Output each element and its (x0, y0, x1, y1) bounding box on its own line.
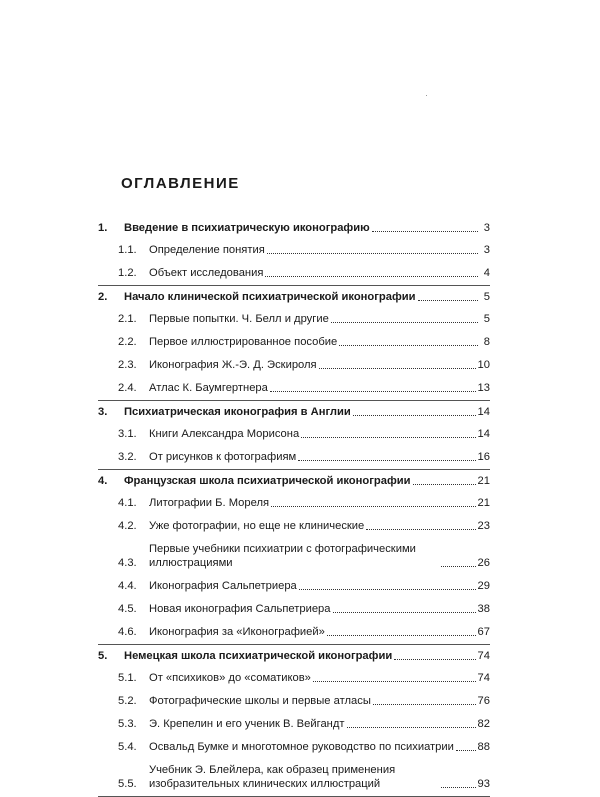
entry-title: Литографии Б. Мореля (149, 497, 270, 509)
page-number: 67 (477, 626, 490, 638)
dot-leader (441, 566, 476, 567)
entry-number: 4.3. (118, 557, 137, 569)
entry-title: Французская школа психиатрической иконографии (124, 475, 411, 487)
dot-leader (327, 635, 476, 636)
entry-number: 1. (98, 222, 108, 234)
page-number: 88 (477, 741, 490, 753)
page-number: 3 (483, 222, 490, 234)
page-number: 74 (477, 650, 490, 662)
toc-chapter[interactable] (98, 286, 490, 308)
entry-number: 2.1. (118, 313, 137, 325)
entry-number: 2.2. (118, 336, 137, 348)
entry-title: Немецкая школа психиатрической иконографии (124, 650, 393, 662)
entry-title: Иконография за «Иконографией» (149, 626, 325, 638)
entry-title: Уже фотографии, но еще не клинические (149, 520, 365, 532)
page-number: 29 (477, 580, 490, 592)
entry-title: Освальд Бумке и многотомное руководство по психиатрии (149, 741, 454, 753)
entry-number: 2.3. (118, 359, 137, 371)
toc-subsection[interactable] (98, 492, 490, 515)
toc-subsection[interactable] (98, 354, 490, 377)
toc-subsection[interactable] (98, 736, 490, 759)
dot-leader (413, 484, 476, 485)
page-number: 26 (477, 557, 490, 569)
page-number: 74 (477, 672, 490, 684)
page-number: 23 (477, 520, 490, 532)
entry-number: 2.4. (118, 382, 137, 394)
entry-number: 4.1. (118, 497, 137, 509)
page-number: 82 (477, 718, 490, 730)
entry-title: Иконография Ж.-Э. Д. Эскироля (149, 359, 317, 371)
toc-section (98, 401, 490, 470)
entry-number: 4. (98, 475, 108, 487)
toc-subsection[interactable] (98, 538, 490, 575)
entry-title: Объект исследования (149, 267, 264, 279)
toc-section (98, 470, 490, 645)
dot-leader (339, 345, 478, 346)
entry-number: 4.5. (118, 603, 137, 615)
entry-title: Начало клинической психиатрической иконографии (124, 291, 416, 303)
scan-speck (426, 95, 427, 96)
entry-number: 1.2. (118, 267, 137, 279)
toc-subsection[interactable] (98, 759, 490, 796)
entry-number: 4.4. (118, 580, 137, 592)
toc-section (98, 286, 490, 401)
entry-number: 3.2. (118, 451, 137, 463)
page-number: 38 (477, 603, 490, 615)
dot-leader (353, 415, 476, 416)
entry-title: От «психиков» до «соматиков» (149, 672, 311, 684)
toc-subsection[interactable] (98, 331, 490, 354)
dot-leader (267, 253, 478, 254)
dot-leader (333, 612, 476, 613)
page-number: 13 (477, 382, 490, 394)
dot-leader (301, 437, 475, 438)
toc-chapter[interactable] (98, 470, 490, 492)
toc-subsection[interactable] (98, 515, 490, 538)
toc-subsection[interactable] (98, 713, 490, 736)
entry-title: Учебник Э. Блейлера, как образец применения изобразительных клинических иллюстраций (149, 764, 396, 790)
dot-leader (313, 681, 476, 682)
toc-subsection[interactable] (98, 598, 490, 621)
entry-number: 5.4. (118, 741, 137, 753)
toc-subsection[interactable] (98, 667, 490, 690)
toc-chapter[interactable] (98, 645, 490, 667)
entry-number: 3. (98, 406, 108, 418)
toc-section (98, 645, 490, 797)
page-number: 10 (477, 359, 490, 371)
toc-subsection[interactable] (98, 239, 490, 262)
entry-title: От рисунков к фотографиям (149, 451, 297, 463)
entry-title: Введение в психиатрическую иконографию (124, 222, 370, 234)
toc-subsection[interactable] (98, 377, 490, 400)
entry-number: 1.1. (118, 244, 137, 256)
page-title: ОГЛАВЛЕНИЕ (121, 175, 240, 192)
toc-subsection[interactable] (98, 446, 490, 469)
page-number: 3 (483, 244, 490, 256)
entry-title: Первые попытки. Ч. Белл и другие (149, 313, 329, 325)
table-of-contents (98, 217, 490, 797)
toc-subsection[interactable] (98, 690, 490, 713)
entry-title: Первые учебники психиатрии с фотографическими иллюстрациями (149, 543, 416, 569)
entry-title: Определение понятия (149, 244, 265, 256)
entry-number: 5.2. (118, 695, 137, 707)
toc-subsection[interactable] (98, 423, 490, 446)
dot-leader (299, 589, 476, 590)
entry-title: Э. Крепелин и его ученик В. Вейгандт (149, 718, 345, 730)
entry-number: 5.3. (118, 718, 137, 730)
entry-title: Психиатрическая иконография в Англии (124, 406, 351, 418)
page-number: 14 (477, 406, 490, 418)
dot-leader (418, 300, 478, 301)
page-number: 21 (477, 497, 490, 509)
entry-number: 4.2. (118, 520, 137, 532)
toc-chapter[interactable] (98, 401, 490, 423)
entry-title: Фотографические школы и первые атласы (149, 695, 371, 707)
dot-leader (394, 659, 475, 660)
dot-leader (265, 276, 478, 277)
page-number: 14 (477, 428, 490, 440)
page-number: 93 (477, 778, 490, 790)
page-number: 16 (477, 451, 490, 463)
dot-leader (347, 727, 476, 728)
entry-title: Иконография Сальпетриера (149, 580, 297, 592)
page-number: 5 (483, 313, 490, 325)
toc-subsection[interactable] (98, 621, 490, 644)
entry-number: 5. (98, 650, 108, 662)
dot-leader (373, 704, 476, 705)
entry-title: Книги Александра Морисона (149, 428, 300, 440)
dot-leader (270, 391, 476, 392)
toc-chapter[interactable] (98, 217, 490, 239)
entry-title: Первое иллюстрированное пособие (149, 336, 338, 348)
toc-subsection[interactable] (98, 308, 490, 331)
dot-leader (271, 506, 476, 507)
page-number: 21 (477, 475, 490, 487)
entry-number: 3.1. (118, 428, 137, 440)
dot-leader (331, 322, 478, 323)
dot-leader (319, 368, 476, 369)
dot-leader (372, 231, 478, 232)
dot-leader (298, 460, 475, 461)
toc-subsection[interactable] (98, 575, 490, 598)
entry-number: 2. (98, 291, 108, 303)
page-number: 5 (483, 291, 490, 303)
toc-subsection[interactable] (98, 262, 490, 285)
entry-number: 4.6. (118, 626, 137, 638)
page-number: 8 (483, 336, 490, 348)
dot-leader (441, 787, 476, 788)
entry-number: 5.1. (118, 672, 137, 684)
page-number: 76 (477, 695, 490, 707)
entry-title: Новая иконография Сальпетриера (149, 603, 331, 615)
dot-leader (366, 529, 475, 530)
entry-title: Атлас К. Баумгертнера (149, 382, 268, 394)
page-number: 4 (483, 267, 490, 279)
toc-section (98, 217, 490, 286)
entry-number: 5.5. (118, 778, 137, 790)
dot-leader (456, 750, 476, 751)
